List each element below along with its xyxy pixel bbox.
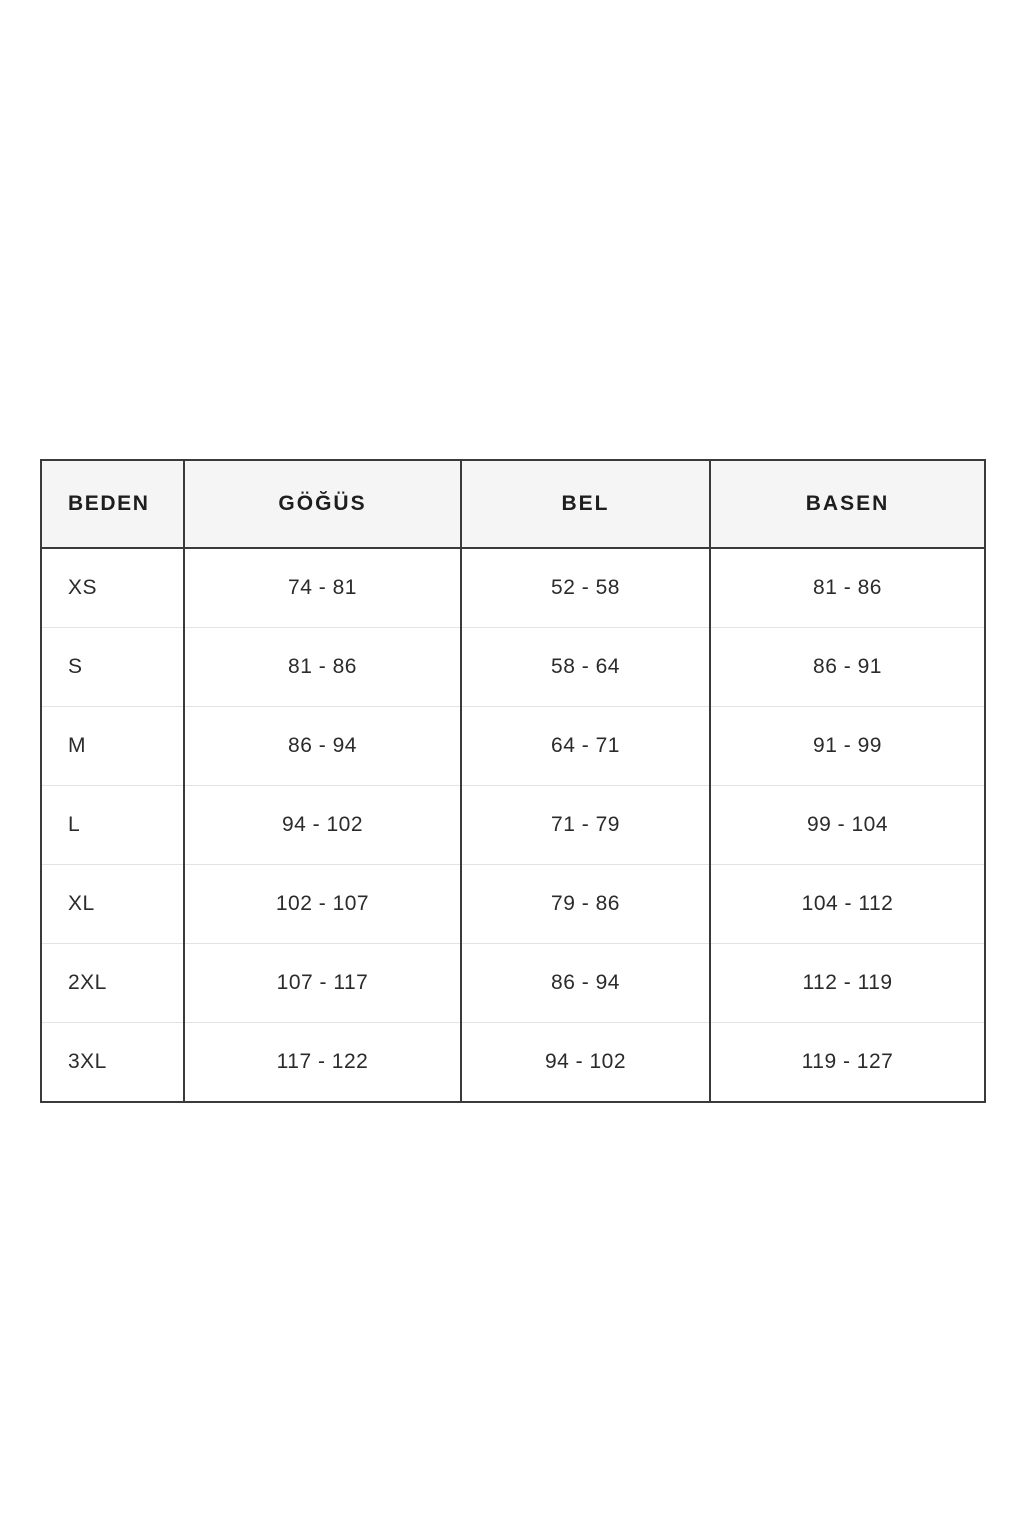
cell-basen: 86 - 91: [710, 628, 985, 707]
cell-bel: 94 - 102: [461, 1023, 710, 1103]
cell-bel: 58 - 64: [461, 628, 710, 707]
cell-size: S: [41, 628, 184, 707]
cell-size: XL: [41, 865, 184, 944]
table-row: [41, 707, 985, 786]
cell-basen: 112 - 119: [710, 944, 985, 1023]
column-header-bel: BEL: [461, 460, 710, 548]
table-row: [41, 786, 985, 865]
cell-size: 2XL: [41, 944, 184, 1023]
cell-bel: 71 - 79: [461, 786, 710, 865]
cell-bel: 64 - 71: [461, 707, 710, 786]
column-header-gogus: GÖĞÜS: [184, 460, 461, 548]
cell-basen: 119 - 127: [710, 1023, 985, 1103]
column-header-beden: BEDEN: [41, 460, 184, 548]
table-row: [41, 944, 985, 1023]
cell-bel: 86 - 94: [461, 944, 710, 1023]
cell-basen: 99 - 104: [710, 786, 985, 865]
cell-size: L: [41, 786, 184, 865]
cell-size: M: [41, 707, 184, 786]
table-row: [41, 628, 985, 707]
size-chart-table: [40, 459, 986, 1103]
cell-size: XS: [41, 548, 184, 628]
column-header-basen: BASEN: [710, 460, 985, 548]
table-header: [41, 460, 985, 548]
cell-gogus: 94 - 102: [184, 786, 461, 865]
cell-basen: 104 - 112: [710, 865, 985, 944]
cell-bel: 79 - 86: [461, 865, 710, 944]
table-row: [41, 548, 985, 628]
table-body: [41, 548, 985, 1102]
table-row: [41, 1023, 985, 1103]
table-row: [41, 865, 985, 944]
size-chart-container: [40, 459, 984, 1103]
cell-gogus: 74 - 81: [184, 548, 461, 628]
cell-gogus: 107 - 117: [184, 944, 461, 1023]
cell-size: 3XL: [41, 1023, 184, 1103]
cell-gogus: 81 - 86: [184, 628, 461, 707]
table-header-row: [41, 460, 985, 548]
cell-bel: 52 - 58: [461, 548, 710, 628]
cell-gogus: 102 - 107: [184, 865, 461, 944]
cell-gogus: 86 - 94: [184, 707, 461, 786]
cell-basen: 81 - 86: [710, 548, 985, 628]
cell-basen: 91 - 99: [710, 707, 985, 786]
cell-gogus: 117 - 122: [184, 1023, 461, 1103]
